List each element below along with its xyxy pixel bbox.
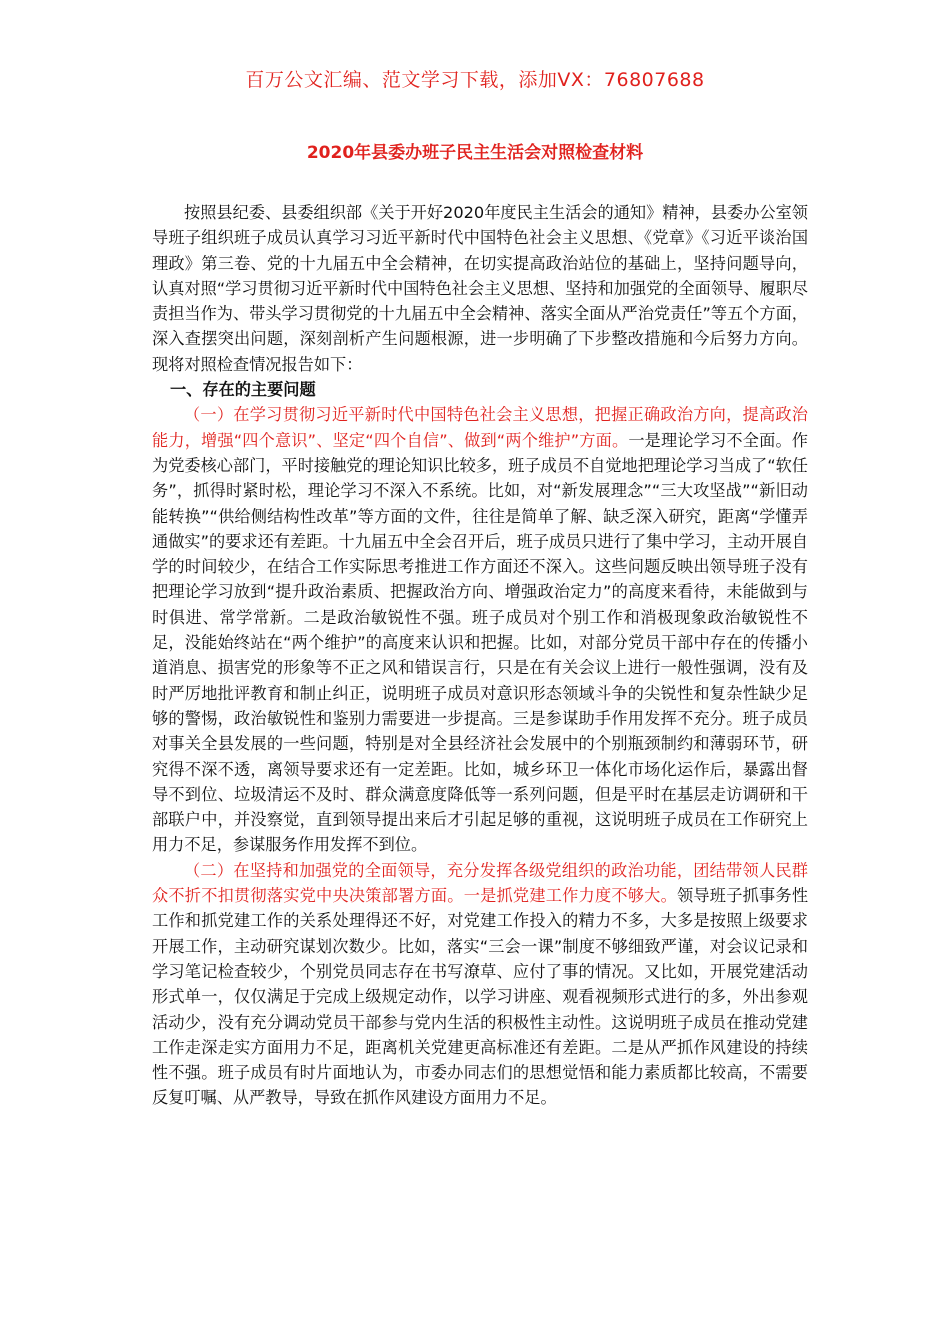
intro-paragraph: 按照县纪委、县委组织部《关于开好2020年度民主生活会的通知》精神，县委办公室领导班子组织班子成员认真学习习近平新时代中国特色社会主义思想、《党章》《习近平谈治国理政》第三卷、党的十九届五中全会精神，在切实提高政治站位的基础上，坚持问题导向，认真对照“学习贯彻习近平新时代中国特色社会主义思想、坚持和加强党的全面领导、履职尽责担当作为、带头学习贯彻党的十九届五中全会精神、落实全面从严治党责任”等五个方面，深入查摆突出问题，深刻剖析产生问题根源，进一步明确了下步整改措施和今后努力方向。现将对照检查情况报告如下： (152, 203, 808, 374)
document-body (152, 200, 808, 1111)
section-heading-problems: 一、存在的主要问题 (170, 380, 316, 400)
subsection-2-heading: （二）在坚持和加强党的全面领导，充分发挥各级党组织的政治功能，团结带领人民群众不折不扣贯彻落实党中央决策部署方面。一是抓党建工作力度不够大。 (152, 860, 808, 906)
subsection-1-paragraph (152, 402, 808, 857)
document-title: 2020年县委办班子民主生活会对照检查材料 (306, 143, 644, 163)
download-banner: 百万公文汇编、范文学习下载，添加VX：76807688 (245, 69, 705, 91)
subsection-2-body: 领导班子抓事务性工作和抓党建工作的关系处理得还不好，对党建工作投入的精力不多，大多是按照上级要求开展工作，主动研究谋划次数少。比如，落实“三会一课”制度不够细致严谨，对会议记录和学习笔记检查较少，个别党员同志存在书写潦草、应付了事的情况。又比如，开展党建活动形式单一，仅仅满足于完成上级规定动作，以学习讲座、观看视频形式进行的多，外出参观活动少，没有充分调动党员干部参与党内生活的积极性主动性。这说明班子成员在推动党建工作走深走实方面用力不足，距离机关党建更高标准还有差距。二是从严抓作风建设的持续性不强。班子成员有时片面地认为，市委办同志们的思想觉悟和能力素质都比较高，不需要反复叮嘱、从严教导，导致在抓作风建设方面用力不足。 (152, 886, 809, 1108)
subsection-1-heading: （一）在学习贯彻习近平新时代中国特色社会主义思想，把握正确政治方向，提高政治能力，增强“四个意识”、坚定“四个自信”、做到“两个维护”方面。 (152, 405, 808, 450)
subsection-1-body: 一是理论学习不全面。作为党委核心部门，平时接触党的理论知识比较多，班子成员不自觉地把理论学习当成了“软任务”，抓得时紧时松，理论学习不深入不系统。比如，对“新发展理念”“三大攻坚战”“新旧动能转换”“供给侧结构性改革”等方面的文件，往往是简单了解、缺乏深入研究，距离“学懂弄通做实”的要求还有差距。十九届五中全会召开后，班子成员只进行了集中学习，主动开展自学的时间较少，在结合工作实际思考推进工作方面还不深入。这些问题反映出领导班子没有把理论学习放到“提升政治素质、把握政治方向、增强政治定力”的高度来看待，未能做到与时俱进、常学常新。二是政治敏锐性不强。班子成员对个别工作和消极现象政治敏锐性不足，没能始终站在“两个维护”的高度来认识和把握。比如，对部分党员干部中存在的传播小道消息、损害党的形象等不正之风和错误言行，只是在有关会议上进行一般性强调，没有及时严厉地批评教育和制止纠正，说明班子成员对意识形态领域斗争的尖锐性和复杂性缺少足够的警惕，政治敏锐性和鉴别力需要进一步提高。三是参谋助手作用发挥不充分。班子成员对事关全县发展的一些问题，特别是对全县经济社会发展中的个别瓶颈制约和薄弱环节，研究得不深不透，离领导要求还有一定差距。比如，城乡环卫一体化市场化运作后，暴露出督导不到位、垃圾清运不及时、群众满意度降低等一系列问题，但是平时在基层走访调研和干部联户中，并没察觉，直到领导提出来后才引起足够的重视，这说明班子成员在工作研究上用力不足，参谋服务作用发挥不到位。 (152, 430, 808, 855)
subsection-2-paragraph (152, 858, 808, 1111)
